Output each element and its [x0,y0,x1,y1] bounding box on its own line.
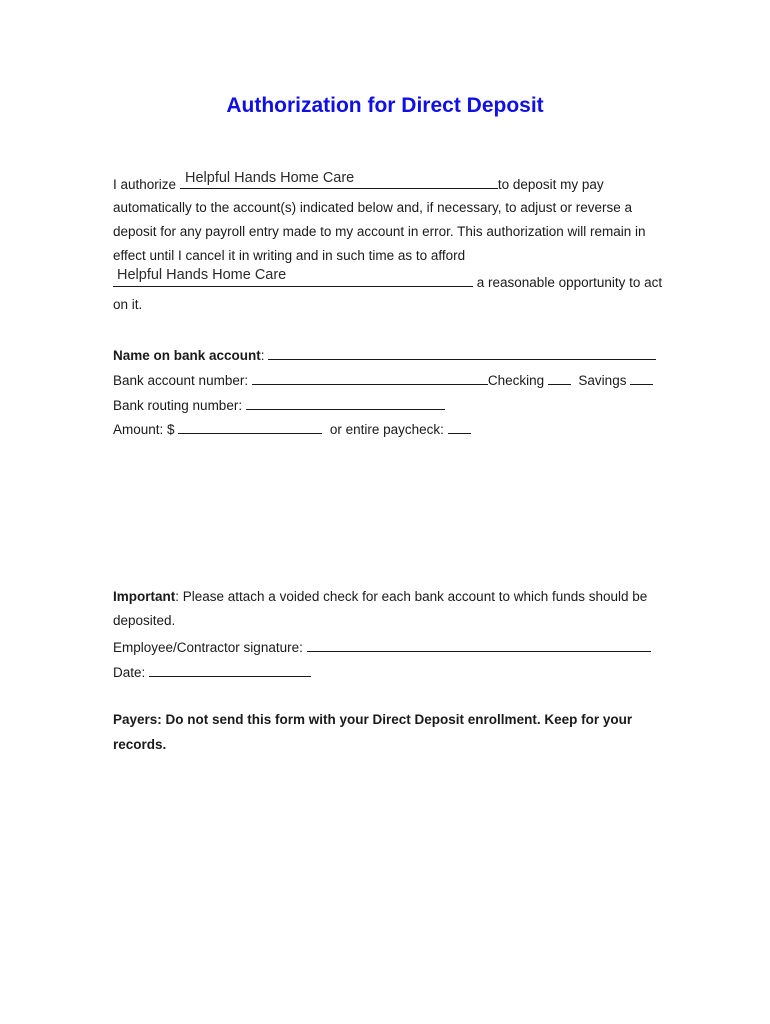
authorize-label: I authorize [113,177,177,192]
account-number-field[interactable] [252,372,488,385]
name-on-account-field[interactable] [268,347,656,360]
deposit-pay-text: to deposit my pay [497,177,604,192]
reasonable-opportunity-text: a reasonable opportunity to act [476,275,663,290]
checking-label: Checking [487,373,545,388]
payers-note-line-1: Payers: Do not send this form with your Direct Deposit enrollment. Keep for your [113,712,633,727]
amount-row [113,421,471,437]
date-field[interactable] [149,664,311,677]
name-on-account-label: Name on bank account [113,348,261,363]
important-label: Important [113,589,176,604]
entire-paycheck-field[interactable] [448,421,471,434]
amount-label: Amount: $ [113,422,175,437]
signature-field[interactable] [307,639,651,652]
paragraph-line-2: automatically to the account(s) indicated below and, if necessary, to adjust or reverse a [113,200,633,215]
date-label: Date: [113,665,146,680]
checking-field[interactable] [548,372,571,385]
routing-number-label: Bank routing number: [113,398,243,413]
employer-name-value-1[interactable]: Helpful Hands Home Care [185,170,355,186]
date-row [113,664,311,680]
entire-paycheck-label: or entire paycheck: [329,422,444,437]
name-on-account-row [113,347,656,363]
paragraph-line-4: effect until I cancel it in writing and in such time as to afford [113,248,466,263]
paragraph-line-6: on it. [113,297,143,312]
signature-label: Employee/Contractor signature: [113,640,303,655]
important-note-line-2: deposited. [113,613,176,628]
paragraph-line-3: deposit for any payroll entry made to my account in error. This authorization will remain in [113,224,646,239]
payers-note-line-2: records. [113,737,167,752]
savings-field[interactable] [630,372,653,385]
form-title: Authorization for Direct Deposit [226,94,544,117]
signature-row [113,639,651,655]
important-note [113,590,647,604]
account-number-row [113,372,653,388]
routing-number-row [113,397,445,413]
important-text: : Please attach a voided check for each bank account to which funds should be [175,589,648,604]
employer-name-value-2[interactable]: Helpful Hands Home Care [117,267,287,283]
amount-field[interactable] [178,421,322,434]
account-number-label: Bank account number: [113,373,249,388]
routing-number-field[interactable] [246,397,445,410]
savings-label: Savings [578,373,627,388]
name-on-account-colon: : [260,348,265,363]
